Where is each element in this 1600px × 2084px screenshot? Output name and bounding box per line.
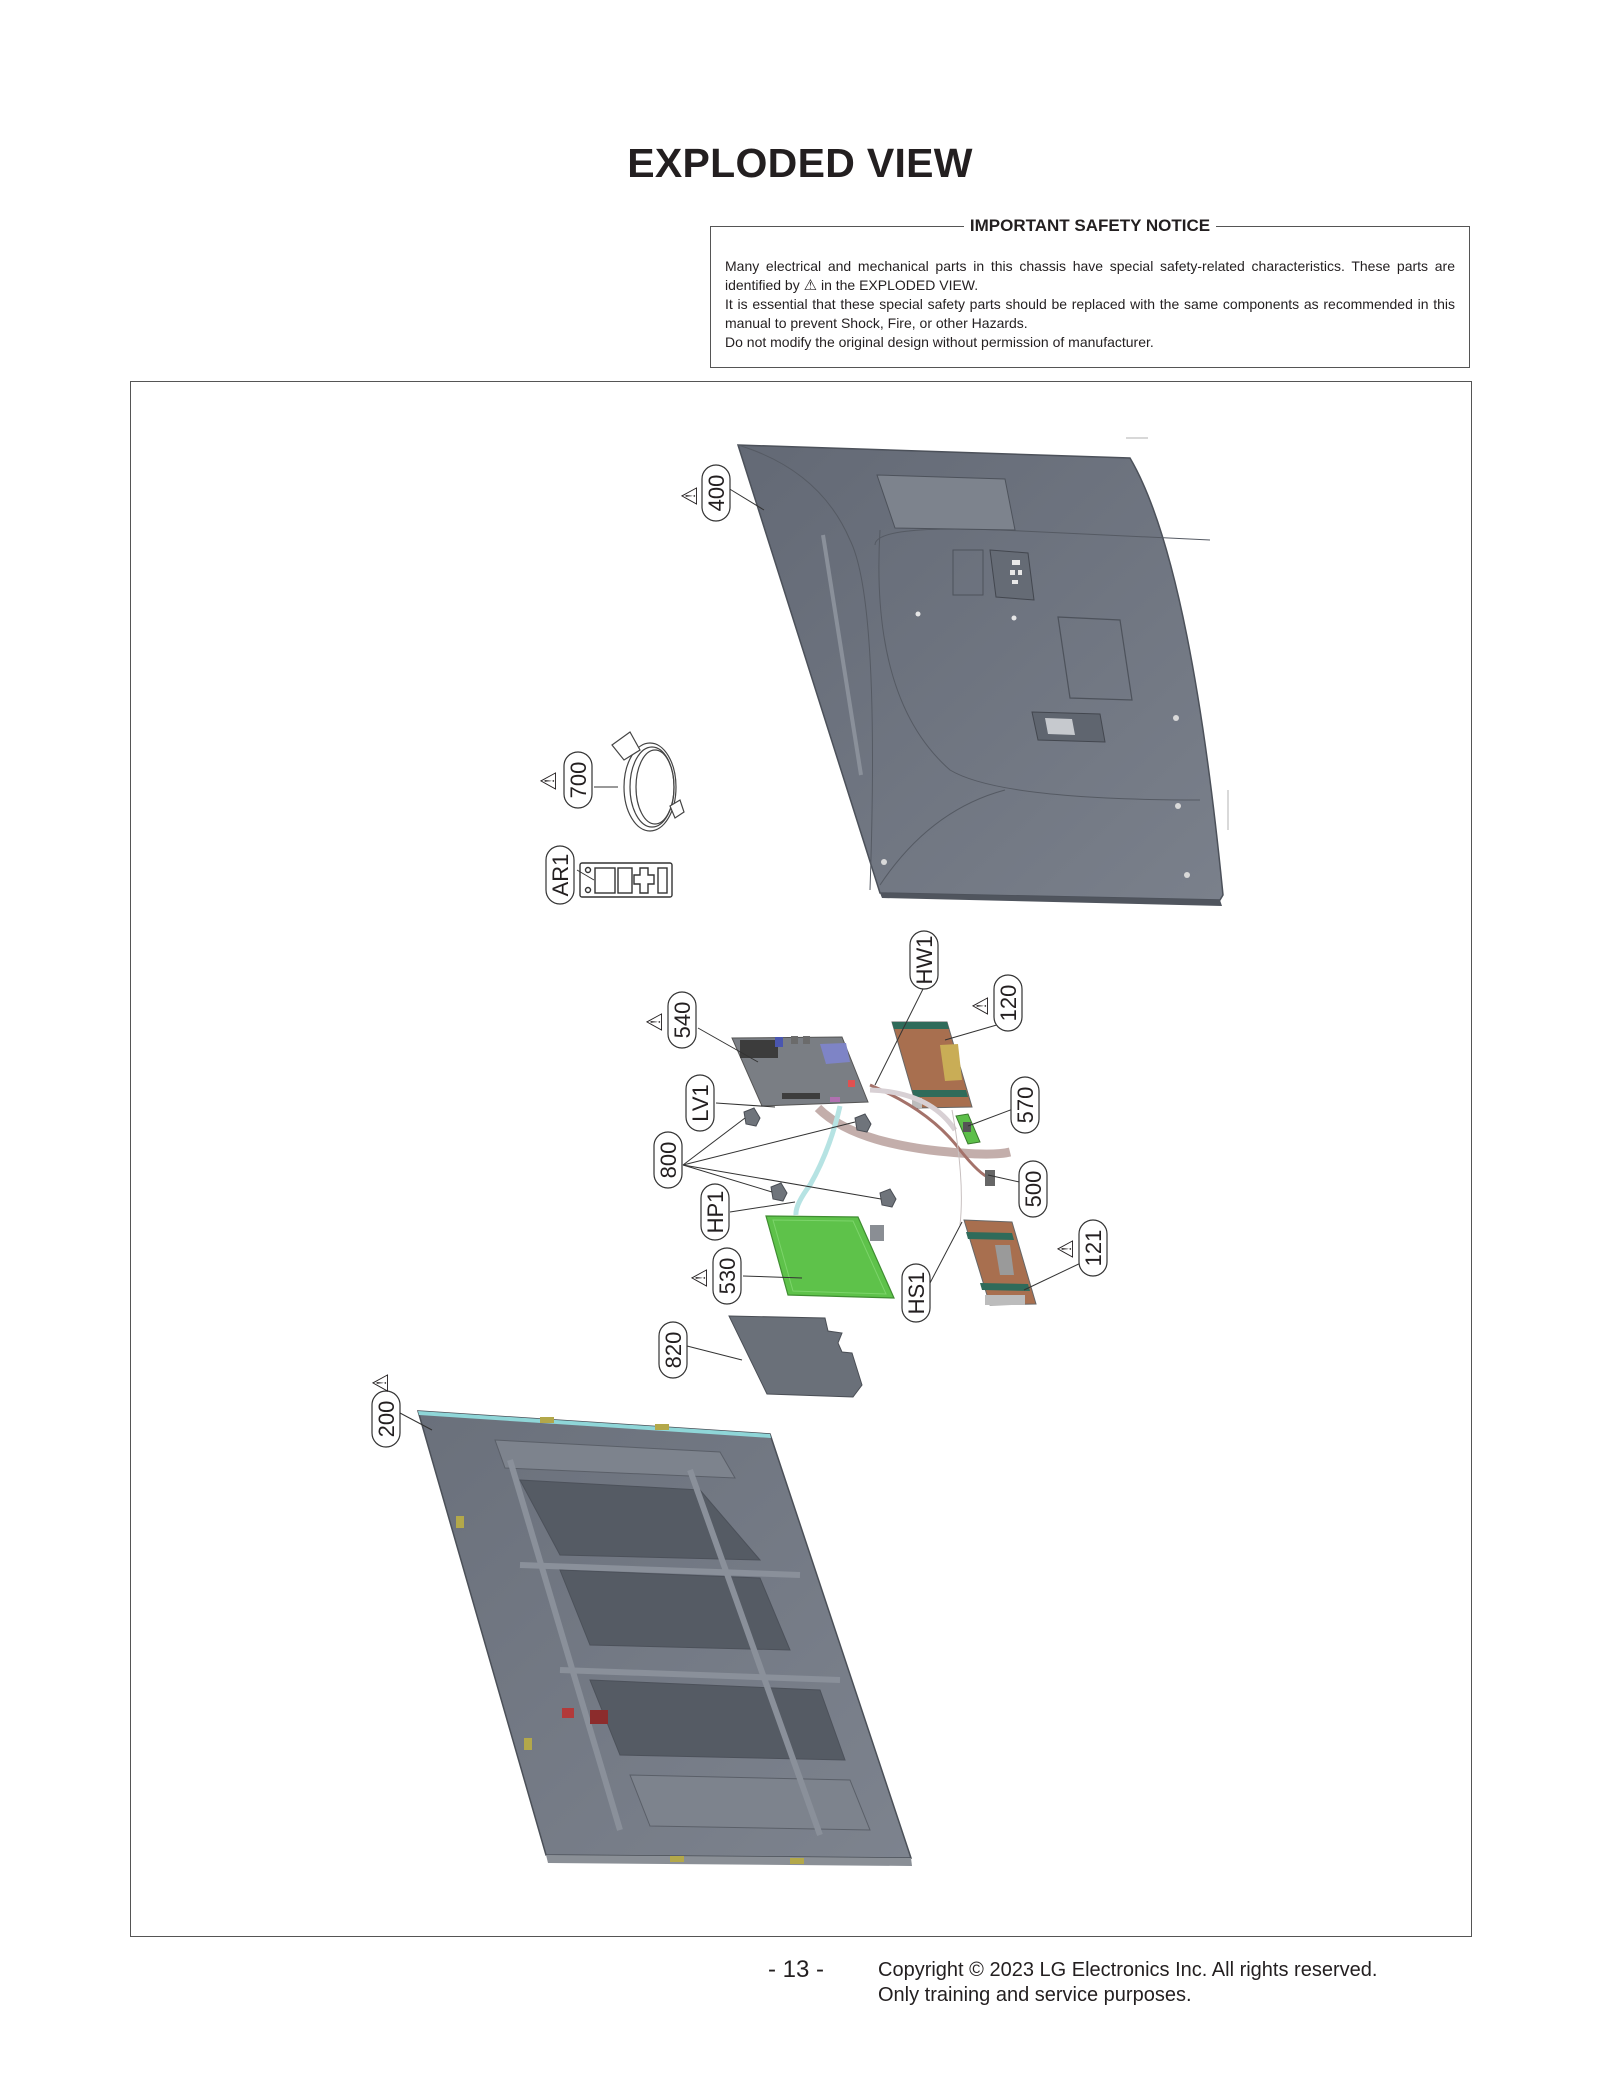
- callout-label-120: 120: [996, 984, 1021, 1022]
- callout-120: [994, 975, 1022, 1031]
- callout-800: [654, 1132, 682, 1188]
- warning-icon: ⚠: [968, 996, 993, 1016]
- callout-570: [1011, 1077, 1039, 1133]
- callout-hs1: [902, 1264, 930, 1322]
- callout-530: [713, 1248, 741, 1304]
- warning-icon: ⚠: [1053, 1239, 1078, 1259]
- cables: [796, 1085, 1010, 1225]
- safety-notice-para-2: It is essential that these special safety parts should be replaced with the same components as recommended in this manual to prevent Shock, Fire, or other Hazards.: [725, 296, 1455, 331]
- callout-540: [668, 992, 696, 1048]
- callout-label-lv1: LV1: [688, 1084, 713, 1122]
- callout-label-570: 570: [1013, 1086, 1038, 1124]
- warning-icon: ⚠: [803, 277, 818, 294]
- small-board-570-part: [956, 1114, 980, 1144]
- callout-label-hw1: HW1: [912, 935, 937, 985]
- callout-700: [564, 752, 592, 808]
- callout-label-121: 121: [1081, 1229, 1106, 1267]
- shield-plate-820-part: [729, 1316, 862, 1397]
- callout-121: [1079, 1220, 1107, 1276]
- callout-hp1: [701, 1184, 729, 1240]
- back-cover-part: [738, 438, 1228, 906]
- callout-lv1: [686, 1075, 714, 1131]
- warning-icon: ⚠: [677, 486, 702, 506]
- callout-label-820: 820: [661, 1331, 686, 1369]
- callout-label-hp1: HP1: [703, 1190, 728, 1234]
- notice-line1-tail: in the EXPLODED VIEW.: [820, 277, 979, 293]
- callout-label-540: 540: [670, 1001, 695, 1039]
- brackets-800-part: [744, 1108, 896, 1207]
- main-board-part: [732, 1036, 868, 1106]
- notice-line1: Many electrical and mechanical parts in this chassis have special safety-related characteristics. These parts are identified by: [725, 258, 1455, 293]
- safety-notice-title: IMPORTANT SAFETY NOTICE: [964, 216, 1216, 235]
- page-number: - 13 -: [768, 1956, 825, 1983]
- power-cord-part: [612, 732, 684, 831]
- callout-hw1: [910, 931, 938, 989]
- callout-label-400: 400: [704, 474, 729, 512]
- page-title: EXPLODED VIEW: [627, 140, 973, 186]
- callout-500: [1019, 1161, 1047, 1217]
- callout-label-ar1: AR1: [548, 853, 573, 897]
- callout-label-200: 200: [374, 1400, 399, 1438]
- warning-icon: ⚠: [642, 1012, 667, 1032]
- callout-ar1: [546, 846, 574, 904]
- callout-label-530: 530: [715, 1257, 740, 1295]
- copyright-notice: [878, 1958, 1377, 2008]
- callout-label-700: 700: [566, 761, 591, 799]
- warning-icon: ⚠: [536, 771, 561, 791]
- safety-notice-para-3: Do not modify the original design without permission of manufacturer.: [725, 334, 1154, 350]
- copyright-line-2: Only training and service purposes.: [878, 1984, 1192, 2006]
- callout-label-800: 800: [656, 1141, 681, 1179]
- speaker-121-part: [964, 1220, 1036, 1305]
- warning-icon: ⚠: [368, 1373, 393, 1393]
- callout-label-hs1: HS1: [904, 1271, 929, 1315]
- callout-820: [659, 1322, 687, 1378]
- warning-icon: ⚠: [687, 1268, 712, 1288]
- copyright-line-1: Copyright © 2023 LG Electronics Inc. All rights reserved.: [878, 1959, 1378, 1981]
- callout-label-500: 500: [1021, 1170, 1046, 1208]
- power-board-530-part: [766, 1216, 894, 1298]
- callout-200: [372, 1391, 400, 1447]
- display-panel-part: [418, 1411, 912, 1866]
- callout-400: [702, 465, 730, 521]
